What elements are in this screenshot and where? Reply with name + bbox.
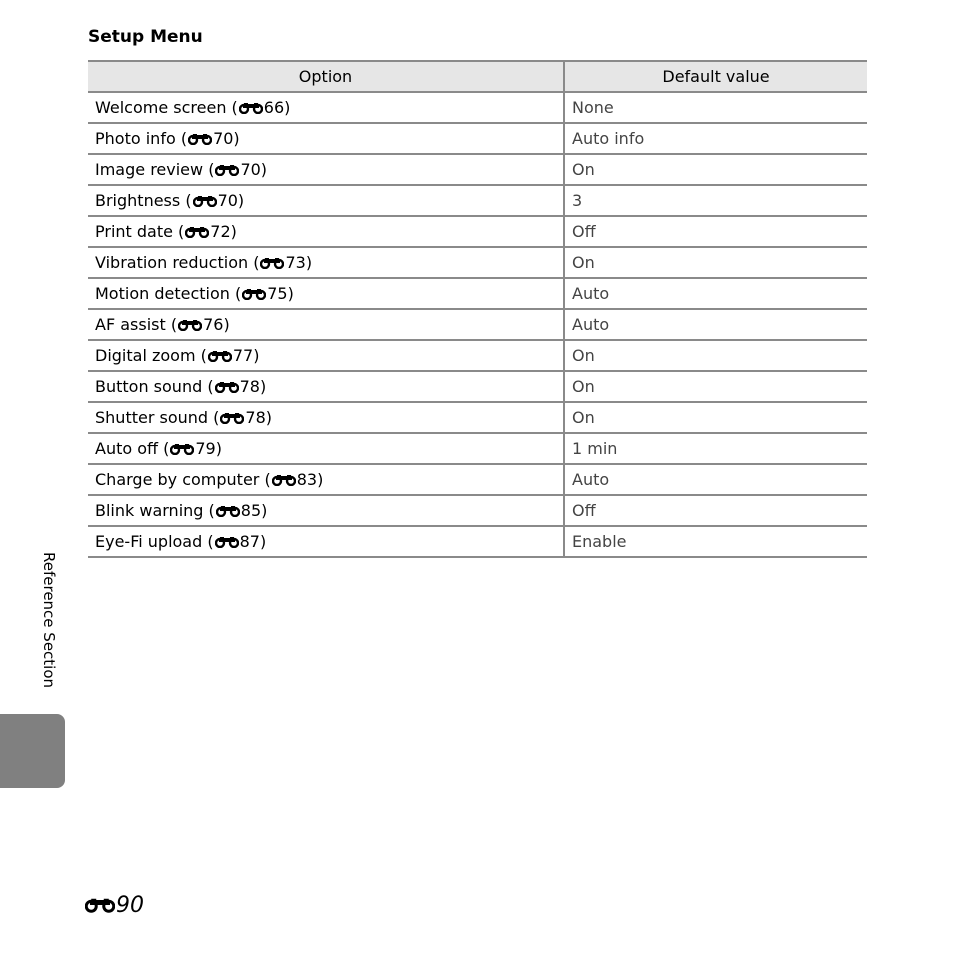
header-default-value: Default value (564, 61, 867, 92)
default-value-cell: On (564, 247, 867, 278)
binoculars-reference-icon (215, 501, 241, 520)
binoculars-reference-icon (238, 98, 264, 117)
page-reference[interactable]: 76 (203, 315, 224, 334)
table-row (88, 247, 867, 278)
page-reference[interactable]: 77 (232, 346, 254, 365)
table-row (88, 216, 867, 247)
table-row (88, 464, 867, 495)
table-row (88, 495, 867, 526)
option-label: Blink warning (95, 501, 204, 520)
page-reference[interactable]: 70 (213, 129, 234, 148)
default-value-cell: Auto (564, 464, 867, 495)
default-value-cell: On (564, 340, 867, 371)
binoculars-reference-icon (219, 408, 245, 427)
side-label-text: Reference Section (40, 552, 58, 689)
binoculars-reference-icon (169, 439, 195, 458)
table-row (88, 185, 867, 216)
option-label: Digital zoom (95, 346, 196, 365)
option-cell: Vibration reduction ( 73) (88, 247, 564, 278)
default-value-cell: On (564, 402, 867, 433)
option-cell: Motion detection ( 75) (88, 278, 564, 309)
option-label: Welcome screen (95, 98, 227, 117)
binoculars-reference-icon (214, 160, 240, 179)
default-value-cell: On (564, 371, 867, 402)
table-row (88, 309, 867, 340)
table-row (88, 433, 867, 464)
option-cell: Photo info ( 70) (88, 123, 564, 154)
option-label: Image review (95, 160, 204, 179)
default-value-cell: Enable (564, 526, 867, 557)
binoculars-reference-icon (241, 284, 267, 303)
option-cell: Button sound ( 78) (88, 371, 564, 402)
default-value-cell: None (564, 92, 867, 123)
option-label: AF assist (95, 315, 166, 334)
default-value-cell: 1 min (564, 433, 867, 464)
default-value-cell: Off (564, 495, 867, 526)
table-row (88, 92, 867, 123)
option-label: Button sound (95, 377, 203, 396)
default-value-cell: On (564, 154, 867, 185)
header-option: Option (88, 61, 564, 92)
page-reference[interactable]: 66 (263, 98, 285, 117)
table-row (88, 371, 867, 402)
section-tab (0, 714, 65, 788)
binoculars-reference-icon (84, 893, 116, 918)
page-reference[interactable]: 78 (239, 377, 260, 396)
binoculars-reference-icon (214, 532, 240, 551)
table-row (88, 123, 867, 154)
page-number-text: 90 (116, 893, 144, 918)
option-label: Eye-Fi upload (95, 532, 203, 551)
table-header-row (88, 61, 867, 92)
page-reference[interactable]: 78 (245, 408, 266, 427)
option-cell: Welcome screen ( 66) (88, 92, 564, 123)
binoculars-reference-icon (192, 191, 218, 210)
option-label: Shutter sound (95, 408, 209, 427)
page-reference[interactable]: 83 (296, 470, 318, 489)
option-cell: Brightness ( 70) (88, 185, 564, 216)
table-row (88, 278, 867, 309)
table-row (88, 526, 867, 557)
binoculars-reference-icon (214, 377, 240, 396)
binoculars-reference-icon (271, 470, 297, 489)
default-value-cell: 3 (564, 185, 867, 216)
binoculars-reference-icon (184, 222, 210, 241)
default-value-cell: Off (564, 216, 867, 247)
option-label: Brightness (95, 191, 181, 210)
option-label: Auto off (95, 439, 159, 458)
binoculars-reference-icon (259, 253, 285, 272)
option-label: Photo info (95, 129, 176, 148)
side-label (38, 552, 58, 702)
page-reference[interactable]: 75 (267, 284, 288, 303)
page-reference[interactable]: 79 (195, 439, 216, 458)
default-value-cell: Auto (564, 309, 867, 340)
option-cell: Auto off ( 79) (88, 433, 564, 464)
option-label: Vibration reduction (95, 253, 249, 272)
table-row (88, 402, 867, 433)
page-reference[interactable]: 85 (240, 501, 262, 520)
binoculars-reference-icon (177, 315, 203, 334)
option-cell: Blink warning ( 85) (88, 495, 564, 526)
page-reference[interactable]: 73 (285, 253, 306, 272)
option-cell: Print date ( 72) (88, 216, 564, 247)
option-cell: Charge by computer ( 83) (88, 464, 564, 495)
option-label: Charge by computer (95, 470, 260, 489)
option-cell: Eye-Fi upload ( 87) (88, 526, 564, 557)
setup-menu-table (88, 60, 867, 558)
binoculars-reference-icon (207, 346, 233, 365)
page-reference[interactable]: 72 (210, 222, 231, 241)
page-number (84, 893, 144, 918)
section-title: Setup Menu (88, 27, 203, 47)
default-value-cell: Auto (564, 278, 867, 309)
option-label: Motion detection (95, 284, 230, 303)
page-reference[interactable]: 70 (240, 160, 261, 179)
page-reference[interactable]: 70 (217, 191, 238, 210)
option-label: Print date (95, 222, 173, 241)
option-cell: Digital zoom ( 77) (88, 340, 564, 371)
default-value-cell: Auto info (564, 123, 867, 154)
table-row (88, 154, 867, 185)
binoculars-reference-icon (187, 129, 213, 148)
option-cell: Image review ( 70) (88, 154, 564, 185)
page-reference[interactable]: 87 (239, 532, 260, 551)
option-cell: AF assist ( 76) (88, 309, 564, 340)
table-row (88, 340, 867, 371)
option-cell: Shutter sound ( 78) (88, 402, 564, 433)
